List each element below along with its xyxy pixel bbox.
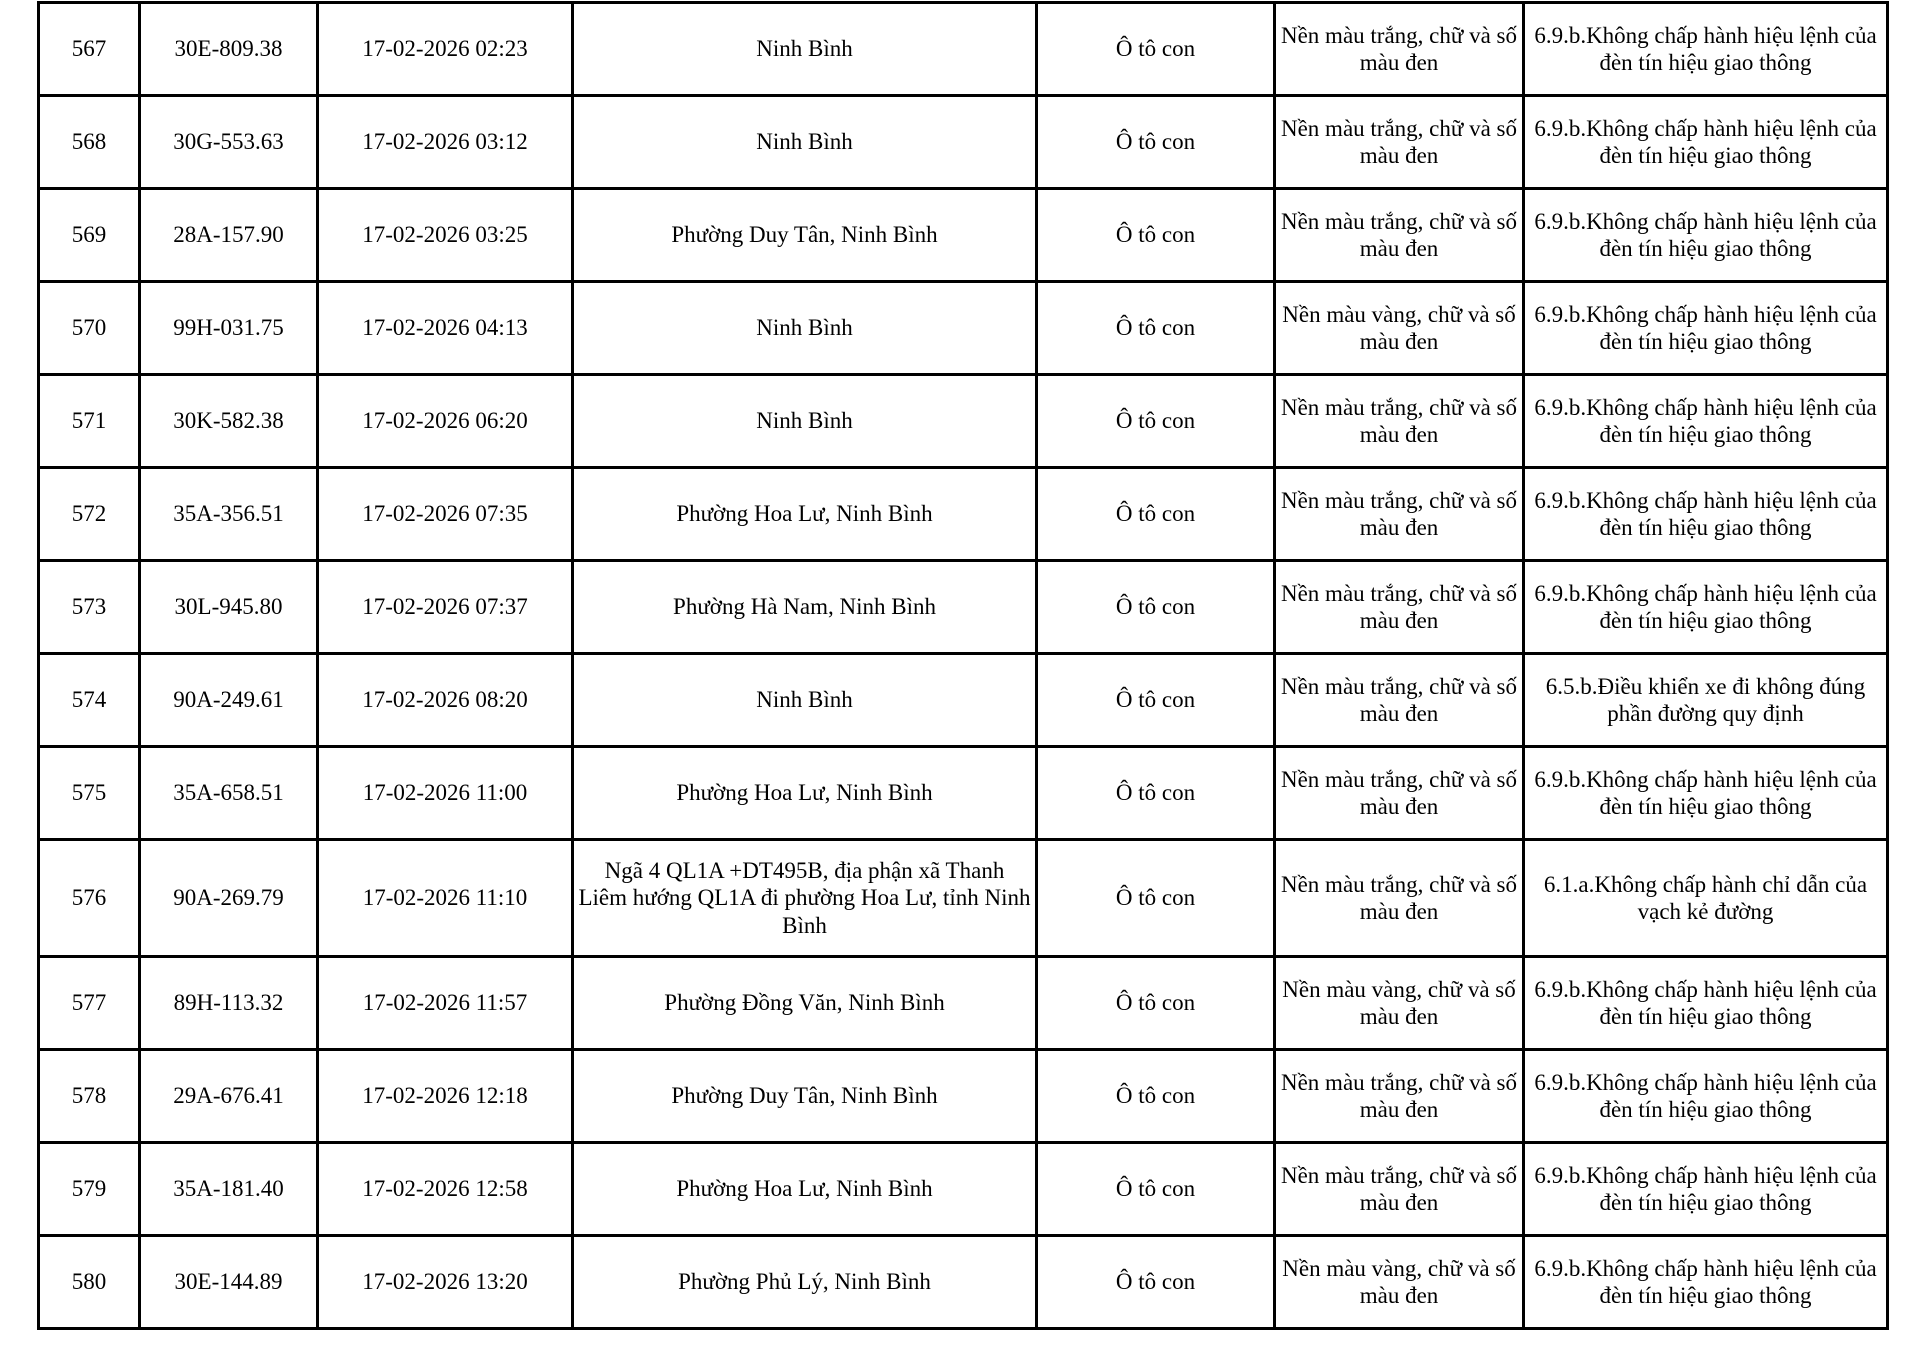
cell-vehicle-type: Ô tô con <box>1037 561 1275 654</box>
cell-plate-color: Nền màu trắng, chữ và số màu đen <box>1275 189 1524 282</box>
cell-vehicle-type: Ô tô con <box>1037 1143 1275 1236</box>
cell-violation-location: Phường Hoa Lư, Ninh Bình <box>573 468 1037 561</box>
cell-violation-datetime: 17-02-2026 06:20 <box>318 375 573 468</box>
cell-plate-color: Nền màu trắng, chữ và số màu đen <box>1275 840 1524 957</box>
table-row <box>39 96 1888 189</box>
cell-plate-color: Nền màu vàng, chữ và số màu đen <box>1275 1236 1524 1329</box>
cell-violation-location: Phường Phủ Lý, Ninh Bình <box>573 1236 1037 1329</box>
cell-license-plate: 35A-181.40 <box>140 1143 318 1236</box>
cell-violation-datetime: 17-02-2026 13:20 <box>318 1236 573 1329</box>
cell-violation-datetime: 17-02-2026 03:25 <box>318 189 573 282</box>
cell-violation-datetime: 17-02-2026 12:58 <box>318 1143 573 1236</box>
cell-violation-behavior: 6.1.a.Không chấp hành chỉ dẫn của vạch kẻ đường <box>1524 840 1888 957</box>
table-row <box>39 282 1888 375</box>
table-row <box>39 468 1888 561</box>
cell-license-plate: 90A-249.61 <box>140 654 318 747</box>
cell-plate-color: Nền màu trắng, chữ và số màu đen <box>1275 654 1524 747</box>
cell-license-plate: 29A-676.41 <box>140 1050 318 1143</box>
cell-vehicle-type: Ô tô con <box>1037 747 1275 840</box>
violation-table <box>37 1 1889 1330</box>
cell-violation-behavior: 6.9.b.Không chấp hành hiệu lệnh của đèn tín hiệu giao thông <box>1524 96 1888 189</box>
cell-violation-datetime: 17-02-2026 02:23 <box>318 3 573 96</box>
cell-violation-behavior: 6.9.b.Không chấp hành hiệu lệnh của đèn tín hiệu giao thông <box>1524 957 1888 1050</box>
cell-violation-behavior: 6.9.b.Không chấp hành hiệu lệnh của đèn tín hiệu giao thông <box>1524 561 1888 654</box>
cell-license-plate: 30K-582.38 <box>140 375 318 468</box>
cell-plate-color: Nền màu trắng, chữ và số màu đen <box>1275 96 1524 189</box>
cell-violation-datetime: 17-02-2026 11:00 <box>318 747 573 840</box>
cell-license-plate: 30G-553.63 <box>140 96 318 189</box>
cell-violation-datetime: 17-02-2026 04:13 <box>318 282 573 375</box>
cell-violation-behavior: 6.9.b.Không chấp hành hiệu lệnh của đèn tín hiệu giao thông <box>1524 468 1888 561</box>
cell-row-number: 578 <box>39 1050 140 1143</box>
table-row <box>39 840 1888 957</box>
cell-violation-behavior: 6.9.b.Không chấp hành hiệu lệnh của đèn tín hiệu giao thông <box>1524 282 1888 375</box>
cell-violation-location: Ninh Bình <box>573 654 1037 747</box>
cell-vehicle-type: Ô tô con <box>1037 1236 1275 1329</box>
cell-violation-location: Phường Đồng Văn, Ninh Bình <box>573 957 1037 1050</box>
cell-violation-location: Phường Duy Tân, Ninh Bình <box>573 189 1037 282</box>
table-row <box>39 375 1888 468</box>
cell-violation-behavior: 6.5.b.Điều khiển xe đi không đúng phần đường quy định <box>1524 654 1888 747</box>
cell-violation-behavior: 6.9.b.Không chấp hành hiệu lệnh của đèn tín hiệu giao thông <box>1524 375 1888 468</box>
table-row <box>39 747 1888 840</box>
cell-license-plate: 35A-356.51 <box>140 468 318 561</box>
cell-row-number: 580 <box>39 1236 140 1329</box>
cell-vehicle-type: Ô tô con <box>1037 957 1275 1050</box>
cell-vehicle-type: Ô tô con <box>1037 375 1275 468</box>
cell-violation-datetime: 17-02-2026 08:20 <box>318 654 573 747</box>
cell-row-number: 572 <box>39 468 140 561</box>
cell-license-plate: 30E-144.89 <box>140 1236 318 1329</box>
cell-license-plate: 90A-269.79 <box>140 840 318 957</box>
table-row <box>39 561 1888 654</box>
cell-plate-color: Nền màu trắng, chữ và số màu đen <box>1275 1050 1524 1143</box>
cell-vehicle-type: Ô tô con <box>1037 654 1275 747</box>
cell-violation-datetime: 17-02-2026 03:12 <box>318 96 573 189</box>
cell-plate-color: Nền màu trắng, chữ và số màu đen <box>1275 1143 1524 1236</box>
cell-plate-color: Nền màu trắng, chữ và số màu đen <box>1275 3 1524 96</box>
table-row <box>39 654 1888 747</box>
cell-license-plate: 35A-658.51 <box>140 747 318 840</box>
cell-license-plate: 28A-157.90 <box>140 189 318 282</box>
cell-row-number: 568 <box>39 96 140 189</box>
cell-violation-datetime: 17-02-2026 07:37 <box>318 561 573 654</box>
table-row <box>39 1236 1888 1329</box>
cell-violation-datetime: 17-02-2026 07:35 <box>318 468 573 561</box>
cell-vehicle-type: Ô tô con <box>1037 282 1275 375</box>
cell-plate-color: Nền màu trắng, chữ và số màu đen <box>1275 375 1524 468</box>
table-row <box>39 1143 1888 1236</box>
cell-row-number: 570 <box>39 282 140 375</box>
cell-plate-color: Nền màu trắng, chữ và số màu đen <box>1275 747 1524 840</box>
cell-plate-color: Nền màu vàng, chữ và số màu đen <box>1275 957 1524 1050</box>
cell-row-number: 573 <box>39 561 140 654</box>
cell-violation-location: Ninh Bình <box>573 282 1037 375</box>
cell-violation-location: Ninh Bình <box>573 375 1037 468</box>
cell-plate-color: Nền màu vàng, chữ và số màu đen <box>1275 282 1524 375</box>
cell-violation-location: Phường Duy Tân, Ninh Bình <box>573 1050 1037 1143</box>
cell-violation-datetime: 17-02-2026 11:10 <box>318 840 573 957</box>
cell-violation-behavior: 6.9.b.Không chấp hành hiệu lệnh của đèn tín hiệu giao thông <box>1524 3 1888 96</box>
cell-vehicle-type: Ô tô con <box>1037 468 1275 561</box>
cell-license-plate: 30L-945.80 <box>140 561 318 654</box>
cell-license-plate: 30E-809.38 <box>140 3 318 96</box>
cell-violation-behavior: 6.9.b.Không chấp hành hiệu lệnh của đèn tín hiệu giao thông <box>1524 1050 1888 1143</box>
cell-violation-behavior: 6.9.b.Không chấp hành hiệu lệnh của đèn tín hiệu giao thông <box>1524 1143 1888 1236</box>
cell-row-number: 571 <box>39 375 140 468</box>
cell-row-number: 569 <box>39 189 140 282</box>
cell-vehicle-type: Ô tô con <box>1037 3 1275 96</box>
cell-vehicle-type: Ô tô con <box>1037 1050 1275 1143</box>
cell-row-number: 574 <box>39 654 140 747</box>
cell-license-plate: 99H-031.75 <box>140 282 318 375</box>
cell-violation-location: Ninh Bình <box>573 3 1037 96</box>
cell-violation-behavior: 6.9.b.Không chấp hành hiệu lệnh của đèn tín hiệu giao thông <box>1524 189 1888 282</box>
cell-violation-location: Phường Hoa Lư, Ninh Bình <box>573 747 1037 840</box>
cell-license-plate: 89H-113.32 <box>140 957 318 1050</box>
cell-vehicle-type: Ô tô con <box>1037 189 1275 282</box>
table-row <box>39 189 1888 282</box>
table-row <box>39 1050 1888 1143</box>
cell-plate-color: Nền màu trắng, chữ và số màu đen <box>1275 561 1524 654</box>
cell-violation-location: Phường Hoa Lư, Ninh Bình <box>573 1143 1037 1236</box>
cell-vehicle-type: Ô tô con <box>1037 840 1275 957</box>
violation-table-body <box>39 3 1888 1329</box>
cell-row-number: 567 <box>39 3 140 96</box>
cell-violation-location: Ngã 4 QL1A +DT495B, địa phận xã Thanh Liêm hướng QL1A đi phường Hoa Lư, tỉnh Ninh Bình <box>573 840 1037 957</box>
cell-row-number: 577 <box>39 957 140 1050</box>
cell-row-number: 576 <box>39 840 140 957</box>
cell-violation-datetime: 17-02-2026 11:57 <box>318 957 573 1050</box>
cell-violation-datetime: 17-02-2026 12:18 <box>318 1050 573 1143</box>
cell-plate-color: Nền màu trắng, chữ và số màu đen <box>1275 468 1524 561</box>
table-row <box>39 3 1888 96</box>
cell-violation-location: Ninh Bình <box>573 96 1037 189</box>
cell-row-number: 579 <box>39 1143 140 1236</box>
cell-violation-behavior: 6.9.b.Không chấp hành hiệu lệnh của đèn tín hiệu giao thông <box>1524 747 1888 840</box>
cell-violation-location: Phường Hà Nam, Ninh Bình <box>573 561 1037 654</box>
cell-violation-behavior: 6.9.b.Không chấp hành hiệu lệnh của đèn tín hiệu giao thông <box>1524 1236 1888 1329</box>
cell-row-number: 575 <box>39 747 140 840</box>
cell-vehicle-type: Ô tô con <box>1037 96 1275 189</box>
table-row <box>39 957 1888 1050</box>
